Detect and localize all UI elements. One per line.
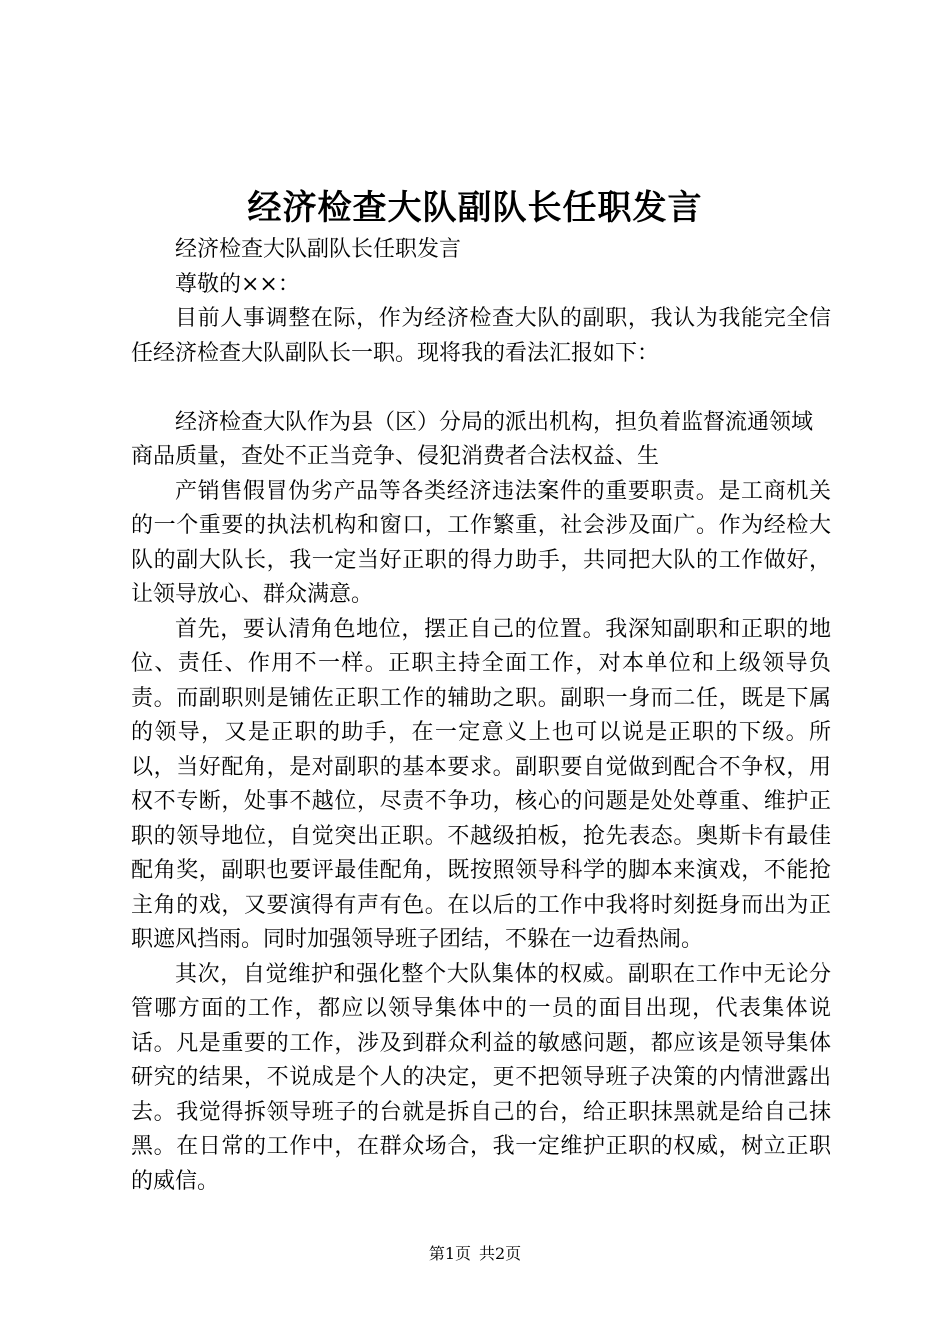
- page-number: 第1页: [428, 1244, 471, 1263]
- paragraph-blank: [131, 371, 831, 406]
- paragraph-first-point: 首先，要认清角色地位，摆正自己的位置。我深知副职和正职的地位、责任、作用不一样。正职主持全面工作，对本单位和上级领导负责。而副职则是铺佐正职工作的辅助之职。副职一身而二任，既是下属的领导，又是正职的助手，在一定意义上也可以说是正职的下级。所以，当好配角，是对副职的基本要求。副职要自觉做到配合不争权，用权不专断，处事不越位，尽责不争功，核心的问题是处处尊重、维护正职的领导地位，自觉突出正职。不越级拍板，抢先表态。奥斯卡有最佳配角奖，副职也要评最佳配角，既按照领导科学的脚本来演戏，不能抢主角的戏，又要演得有声有色。在以后的工作中我将时刻挺身而出为正职遮风挡雨。同时加强领导班子团结，不躲在一边看热闹。: [131, 616, 831, 952]
- document-title: 经济检查大队副队长任职发言: [247, 188, 703, 228]
- paragraph-second-point: 其次，自觉维护和强化整个大队集体的权威。副职在工作中无论分管哪方面的工作，都应以领导集体中的一员的面目出现，代表集体说话。凡是重要的工作，涉及到群众利益的敏感问题，都应该是领导集体研究的结果，不说成是个人的决定，更不把领导班子决策的内情泄露出去。我觉得拆领导班子的台就是拆自己的台，给正职抹黑就是给自己抹黑。在日常的工作中，在群众场合，我一定维护正职的权威，树立正职的威信。: [131, 961, 831, 1194]
- paragraph-duties: 产销售假冒伪劣产品等各类经济违法案件的重要职责。是工商机关的一个重要的执法机构和窗口，工作繁重，社会涉及面广。作为经检大队的副大队长，我一定当好正职的得力助手，共同把大队的工作做好，让领导放心、群众满意。: [131, 478, 831, 607]
- document-body: [131, 233, 831, 1199]
- page-total: 共2页: [479, 1244, 522, 1263]
- page-footer: [0, 1242, 950, 1266]
- paragraph-background: 经济检查大队作为县（区）分局的派出机构，担负着监督流通领域商品质量，查处不正当竞争、侵犯消费者合法权益、生: [131, 409, 814, 469]
- paragraph-intro: 目前人事调整在际，作为经济检查大队的副职，我认为我能完全信任经济检查大队副队长一职。现将我的看法汇报如下：: [131, 306, 831, 366]
- paragraph-subtitle: 经济检查大队副队长任职发言: [175, 237, 462, 262]
- paragraph-salutation: 尊敬的××：: [175, 271, 300, 297]
